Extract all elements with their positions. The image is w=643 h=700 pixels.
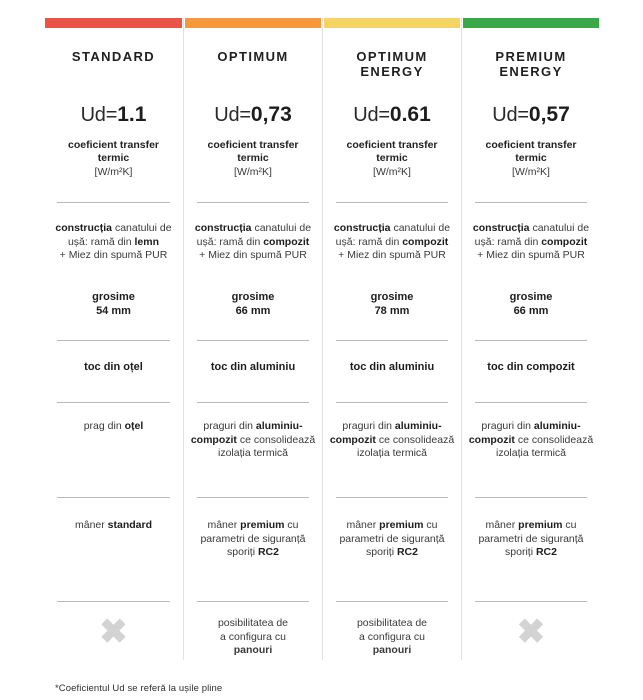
coef-label: coeficient transfer termic [W/m²K]	[67, 139, 160, 178]
threshold-cell: praguri din aluminiu-compozit ce consolidează izolația termică	[329, 420, 455, 459]
threshold-cell: praguri din aluminiu-compozit ce consolidează izolația termică	[468, 420, 594, 459]
thickness: grosime 78 mm	[370, 290, 414, 317]
accent-bar-standard	[45, 18, 182, 28]
threshold-cell: prag din oțel	[83, 420, 144, 432]
construction-cell: construcția canatului de ușă: ramă din compozit + Miez din spumă PUR grosime 78 mm	[323, 203, 461, 340]
accent-bar-optimum	[185, 18, 321, 28]
column-standard	[44, 18, 183, 660]
column-title: STANDARD	[71, 49, 156, 64]
column-title: PREMIUM ENERGY	[495, 49, 567, 79]
column-title: OPTIMUM ENERGY	[356, 49, 428, 79]
accent-bar-optimum-energy	[324, 18, 460, 28]
threshold-cell: praguri din aluminiu-compozit ce consolidează izolația termică	[190, 420, 316, 459]
thickness: grosime 66 mm	[231, 290, 275, 317]
x-icon: ✖	[516, 613, 546, 651]
frame-cell: toc din compozit	[487, 361, 575, 373]
column-title: OPTIMUM	[217, 49, 289, 64]
coef-label: coeficient transfer termic [W/m²K]	[346, 139, 438, 178]
coef-label: coeficient transfer termic [W/m²K]	[485, 139, 577, 178]
panels-cell: posibilitatea de a configura cu panouri	[356, 617, 428, 656]
column-optimum-energy	[322, 18, 461, 660]
header-cell	[462, 28, 600, 202]
panels-cell: posibilitatea de a configura cu panouri	[217, 617, 289, 656]
construction-cell: construcția canatului de ușă: ramă din lemn + Miez din spumă PUR grosime 54 mm	[44, 203, 183, 340]
thickness: grosime 54 mm	[92, 290, 135, 317]
handle-cell: mâner premium cu parametri de siguranță sporiți RC2	[478, 519, 584, 558]
footnote: *Coeficientul Ud se referă la ușile pline	[55, 683, 223, 694]
ud-value: Ud=1.1	[80, 103, 147, 126]
header-cell	[184, 28, 322, 202]
ud-value: Ud=0,57	[492, 103, 570, 126]
frame-cell: toc din oțel	[84, 361, 143, 373]
ud-value: Ud=0,73	[214, 103, 292, 126]
comparison-table	[44, 18, 603, 660]
column-optimum	[183, 18, 322, 660]
frame-cell: toc din aluminiu	[210, 361, 296, 373]
thickness: grosime 66 mm	[509, 290, 553, 317]
frame-cell: toc din aluminiu	[349, 361, 435, 373]
accent-bar-premium-energy	[463, 18, 599, 28]
handle-cell: mâner standard	[74, 519, 153, 531]
ud-value: Ud=0.61	[353, 103, 431, 126]
header-cell	[323, 28, 461, 202]
construction-cell: construcția canatului de ușă: ramă din compozit + Miez din spumă PUR grosime 66 mm	[184, 203, 322, 340]
handle-cell: mâner premium cu parametri de siguranță sporiți RC2	[200, 519, 306, 558]
panels-cell	[462, 602, 600, 660]
construction-cell: construcția canatului de ușă: ramă din compozit + Miez din spumă PUR grosime 66 mm	[462, 203, 600, 340]
panels-cell	[44, 602, 183, 660]
x-icon: ✖	[99, 613, 128, 651]
coef-label: coeficient transfer termic [W/m²K]	[207, 139, 299, 178]
handle-cell: mâner premium cu parametri de siguranță sporiți RC2	[339, 519, 445, 558]
header-cell	[44, 28, 183, 202]
column-premium-energy	[461, 18, 600, 660]
